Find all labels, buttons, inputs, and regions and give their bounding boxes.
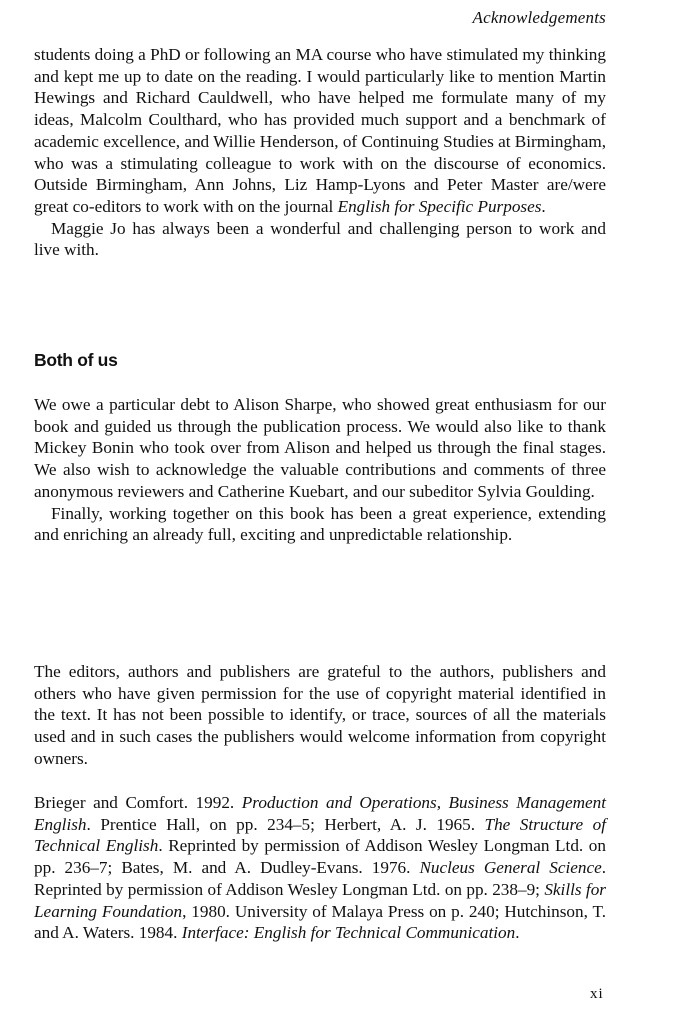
permissions-intro (34, 661, 606, 770)
credits-paragraph (34, 792, 606, 944)
acknowledgement-section-individual (34, 44, 606, 261)
section-heading: Both of us (34, 350, 118, 370)
permissions-credits (34, 792, 606, 944)
credit-title: Skills for Learning Foundation (34, 879, 606, 921)
credit-title: Interface: English for Technical Communication (181, 923, 516, 943)
running-head: Acknowledgements (472, 8, 606, 27)
page-number: xi (590, 986, 604, 1002)
credit-entry: Brieger and Comfort. 1992. Production and Operations, Business Management English. Prentice Hall, on pp. 234–5; (34, 793, 606, 834)
paragraph: Finally, working together on this book has been a great experience, extending and enriching an already full, exciting and unpredictable relationship. (34, 503, 606, 545)
journal-title: English for Specific Purposes (337, 196, 542, 216)
paragraph: We owe a particular debt to Alison Sharpe, who showed great enthusiasm for our book and guided us through the publication process. We would also like to thank Mickey Bonin who took over from Alison and helped us through the final stages. We also wish to acknowledge the valuable contributions and comments of three anonymous reviewers and Catherine Kuebart, and our subeditor Sylvia Goulding. (34, 395, 606, 501)
credit-entry: Skills for Learning Foundation, 1980. University of Malaya Press on p. 240; (34, 879, 606, 921)
credit-title: Nucleus General Science (419, 858, 602, 878)
credit-entry: Hutchinson, T. and A. Waters. 1984. Interface: English for Technical Communication. (34, 901, 606, 943)
credit-title: The Structure of Technical English (34, 814, 606, 856)
paragraph: students doing a PhD or following an MA course who have stimulated my thinking and kept me up to date on the reading. I would particularly like to mention Martin Hewings and Richard Cauldwell, who have helped me formulate many of my ideas, Malcolm Coulthard, who has provided much support and a benchmark of academic excellence, and Willie Henderson, of Continuing Studies at Birmingham, who was a stimulating colleague to work with on the discourse of economics. Outside Birmingham, Ann Johns, Liz Hamp-Lyons and Peter Master are/were great co-editors to work with on the journal English for Specific Purposes. (34, 45, 606, 216)
acknowledgement-section-both (34, 394, 606, 546)
credit-entry: Bates, M. and A. Dudley-Evans. 1976. Nucleus General Science. Reprinted by permission of Addison Wesley Longman Ltd. on pp. 238–9; (34, 858, 607, 899)
credit-title: Production and Operations, Business Management English (34, 793, 606, 834)
credit-entry: Herbert, A. J. 1965. The Structure of Technical English. Reprinted by permission of Addison Wesley Longman Ltd. on pp. 236–7; (34, 814, 606, 878)
paragraph: The editors, authors and publishers are grateful to the authors, publishers and others who have given permission for the use of copyright material identified in the text. It has not been possible to identify, or trace, sources of all the materials used and in such cases the publishers would welcome information from copyright owners. (34, 662, 606, 768)
paragraph: Maggie Jo has always been a wonderful and challenging person to work and live with. (34, 218, 606, 260)
